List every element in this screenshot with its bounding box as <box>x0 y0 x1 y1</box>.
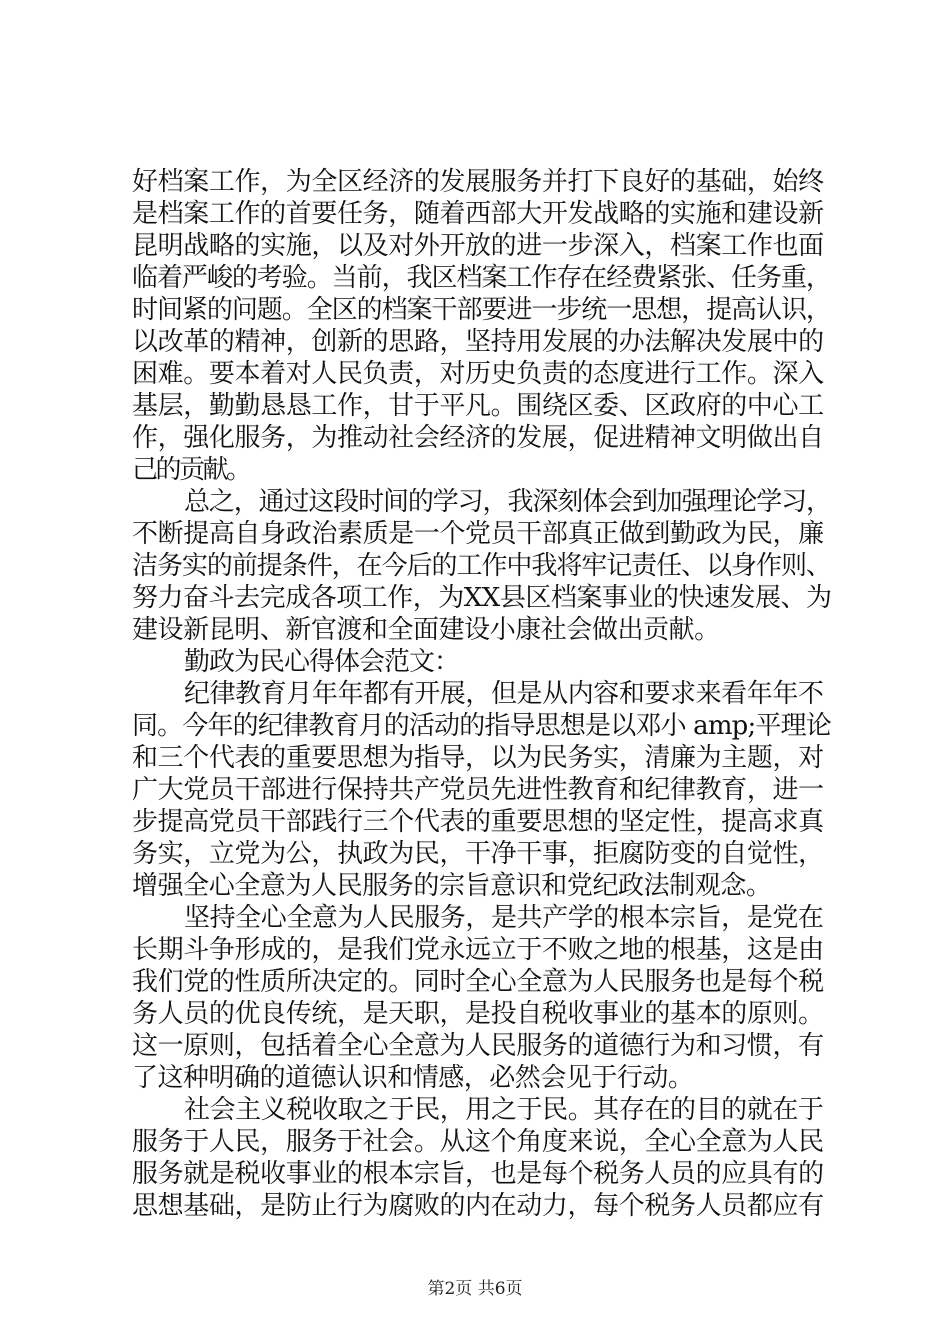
text-line: 服务就是税收事业的根本宗旨，也是每个税务人员的应具有的 <box>132 1159 824 1189</box>
text-line: 是档案工作的首要任务，随着西部大开发战略的实施和建设新 <box>132 199 824 229</box>
text-line: 步提高党员干部践行三个代表的重要思想的坚定性，提高求真 <box>132 807 824 837</box>
text-line: 作，强化服务，为推动社会经济的发展，促进精神文明做出自 <box>132 423 824 453</box>
text-line: 努力奋斗去完成各项工作，为XX县区档案事业的快速发展、为 <box>132 583 832 613</box>
text-line: 总之，通过这段时间的学习，我深刻体会到加强理论学习， <box>184 487 831 517</box>
text-line: 坚持全心全意为人民服务，是共产学的根本宗旨，是党在 <box>184 903 824 933</box>
text-line: 基层，勤勤恳恳工作，甘于平凡。围绕区委、区政府的中心工 <box>132 391 824 421</box>
text-line: 长期斗争形成的，是我们党永远立于不败之地的根基，这是由 <box>132 935 824 965</box>
text-line: 纪律教育月年年都有开展，但是从内容和要求来看年年不 <box>184 679 824 709</box>
text-line: 己的贡献。 <box>132 455 250 485</box>
text-line: 昆明战略的实施，以及对外开放的进一步深入，档案工作也面 <box>132 231 824 261</box>
page-footer: 第2页 共6页 <box>427 1279 523 1299</box>
text-line: 了这种明确的道德认识和情感，必然会见于行动。 <box>132 1063 694 1093</box>
text-line: 好档案工作，为全区经济的发展服务并打下良好的基础，始终 <box>132 167 824 197</box>
text-line: 同。今年的纪律教育月的活动的指导思想是以邓小 amp;平理论 <box>132 711 831 741</box>
text-line: 社会主义税收取之于民，用之于民。其存在的目的就在于 <box>184 1095 824 1125</box>
text-line: 务实，立党为公，执政为民，干净干事，拒腐防变的自觉性， <box>132 839 824 869</box>
text-line: 和三个代表的重要思想为指导，以为民务实，清廉为主题，对 <box>132 743 824 773</box>
text-line: 思想基础，是防止行为腐败的内在动力，每个税务人员都应有 <box>132 1191 824 1221</box>
text-line: 时间紧的问题。全区的档案干部要进一步统一思想，提高认识， <box>132 295 831 325</box>
text-line: 这一原则，包括着全心全意为人民服务的道德行为和习惯，有 <box>132 1031 824 1061</box>
text-line: 洁务实的前提条件，在今后的工作中我将牢记责任、以身作则、 <box>132 551 831 581</box>
text-line: 广大党员干部进行保持共产党员先进性教育和纪律教育，进一 <box>132 775 824 805</box>
text-line: 建设新昆明、新官渡和全面建设小康社会做出贡献。 <box>132 615 720 645</box>
text-line: 临着严峻的考验。当前，我区档案工作存在经费紧张、任务重， <box>132 263 831 293</box>
text-line: 增强全心全意为人民服务的宗旨意识和党纪政法制观念。 <box>132 871 772 901</box>
text-line: 务人员的优良传统，是天职，是投自税收事业的基本的原则。 <box>132 999 824 1029</box>
text-line: 不断提高自身政治素质是一个党员干部真正做到勤政为民，廉 <box>132 519 824 549</box>
text-line: 我们党的性质所决定的。同时全心全意为人民服务也是每个税 <box>132 967 824 997</box>
text-line: 以改革的精神，创新的思路，坚持用发展的办法解决发展中的 <box>132 327 824 357</box>
text-line: 困难。要本着对人民负责，对历史负责的态度进行工作。深入 <box>132 359 824 389</box>
body-text <box>132 166 842 1222</box>
text-line: 勤政为民心得体会范文： <box>184 647 460 677</box>
text-line: 服务于人民，服务于社会。从这个角度来说，全心全意为人民 <box>132 1127 824 1157</box>
